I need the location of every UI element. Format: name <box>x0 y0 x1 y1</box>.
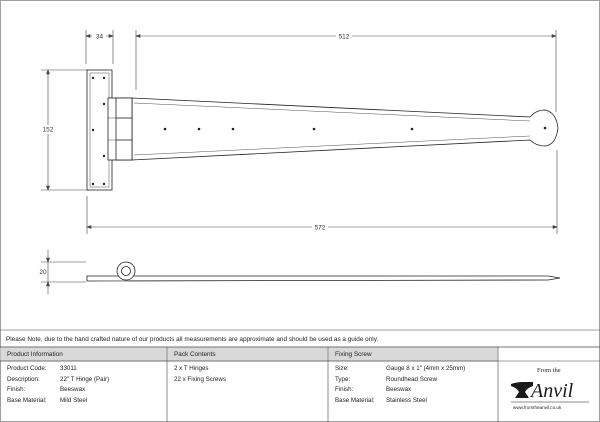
description-label: Description: <box>7 375 40 383</box>
hinge-front-view <box>87 70 558 190</box>
dimension-label-512: 512 <box>338 33 350 41</box>
pack-item: 2 x T Hinges <box>174 365 209 372</box>
pack-contents-header: Pack Contents <box>174 351 216 358</box>
logo-from-the: From the <box>537 367 561 374</box>
type-label: Type: <box>335 375 351 383</box>
dimension-label-152: 152 <box>42 126 54 134</box>
fixing-screw-header: Fixing Screw <box>335 351 372 358</box>
fixing-screw-values <box>386 364 465 406</box>
fixing-screw-labels <box>335 364 375 406</box>
anvil-icon <box>511 382 533 398</box>
logo-url: www.fromtheanvil.co.uk <box>513 405 562 410</box>
hinge-side-view <box>87 262 560 281</box>
product-info-header: Product Information <box>7 351 63 358</box>
dimension-label-572: 572 <box>314 224 326 232</box>
product-code-value: 33011 <box>60 365 77 372</box>
dimension-572 <box>87 150 557 234</box>
logo-brand: Anvil <box>531 380 574 402</box>
from-the-anvil-logo <box>507 364 591 416</box>
base-material-label: Base Material: <box>7 396 47 404</box>
screw-base-material-label: Base Material: <box>335 396 375 404</box>
product-info-values <box>60 364 109 406</box>
size-value: Gauge 8 x 1" (4mm x 25mm) <box>386 365 466 372</box>
base-material-value: Mild Steel <box>60 396 88 404</box>
finish-label: Finish: <box>7 386 26 393</box>
pack-contents-list <box>174 364 226 385</box>
size-label: Size: <box>335 365 349 372</box>
finish-value: Beeswax <box>60 386 86 393</box>
pack-item: 22 x Fixing Screws <box>174 375 226 383</box>
product-info-labels <box>7 364 47 406</box>
description-value: 22" T Hinge (Pair) <box>60 375 110 383</box>
disclaimer-note: Please Note, due to the hand crafted nature of our products all measurements are approximate and should be used as a guide only. <box>6 336 379 343</box>
dimension-label-34: 34 <box>95 33 104 41</box>
type-value: Roundhead Screw <box>386 375 437 383</box>
screw-finish-value: Beeswax <box>386 386 412 393</box>
product-code-label: Product Code: <box>7 365 47 372</box>
screw-base-material-value: Stainless Steel <box>386 396 427 404</box>
screw-finish-label: Finish: <box>335 386 354 393</box>
dimension-label-20: 20 <box>39 269 47 276</box>
dimension-20 <box>41 250 86 294</box>
dimension-512 <box>136 30 556 112</box>
